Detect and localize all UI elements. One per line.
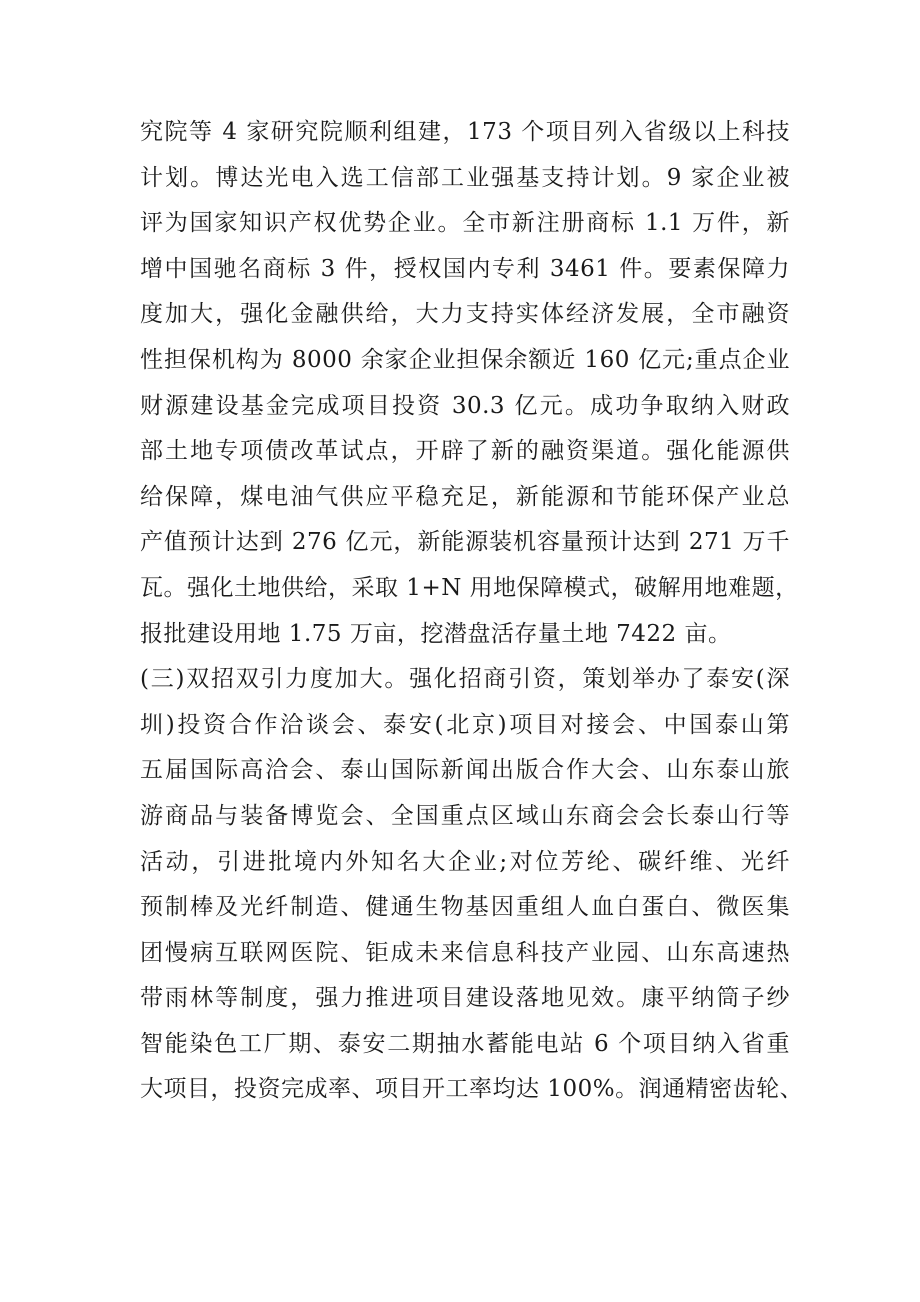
- text-line: 计划。博达光电入选工信部工业强基支持计划。9 家企业被: [140, 164, 790, 191]
- text-line: 究院等 4 家研究院顺利组建，173 个项目列入省级以上科技: [140, 119, 790, 145]
- text-line: 评为国家知识产权优势企业。全市新注册商标 1.1 万件，新: [140, 210, 790, 237]
- text-line: 财源建设基金完成项目投资 30.3 亿元。成功争取纳入财政: [140, 392, 790, 419]
- text-line: 瓦。强化土地供给，采取 1+N 用地保障模式，破解用地难题，: [140, 574, 799, 601]
- text-line: 大项目，投资完成率、项目开工率均达 100%。润通精密齿轮、: [140, 1076, 804, 1103]
- text-line: 增中国驰名商标 3 件，授权国内专利 3461 件。要素保障力: [140, 255, 790, 282]
- text-line: 给保障，煤电油气供应平稳充足，新能源和节能环保产业总: [140, 483, 790, 510]
- text-line: 报批建设用地 1.75 万亩，挖潜盘活存量土地 7422 亩。: [140, 620, 732, 647]
- text-line: 五届国际高洽会、泰山国际新闻出版合作大会、山东泰山旅: [140, 757, 790, 784]
- text-line: 性担保机构为 8000 余家企业担保余额近 160 亿元;重点企业: [140, 346, 790, 373]
- text-line: 圳)投资合作洽谈会、泰安(北京)项目对接会、中国泰山第: [140, 711, 790, 738]
- text-line: 度加大，强化金融供给，大力支持实体经济发展，全市融资: [140, 301, 790, 328]
- body-text: [140, 110, 804, 1113]
- text-line: 活动，引进批境内外知名大企业;对位芳纶、碳纤维、光纤: [140, 848, 790, 875]
- text-line: 部土地专项债改革试点，开辟了新的融资渠道。强化能源供: [140, 438, 790, 465]
- text-line: 智能染色工厂期、泰安二期抽水蓄能电站 6 个项目纳入省重: [140, 1030, 790, 1057]
- text-line: 团慢病互联网医院、钜成未来信息科技产业园、山东高速热: [140, 939, 790, 966]
- section-heading-line: (三)双招双引力度加大。强化招商引资，策划举办了泰安(深: [140, 666, 790, 693]
- text-line: 预制棒及光纤制造、健通生物基因重组人血白蛋白、微医集: [140, 894, 790, 921]
- text-line: 游商品与装备博览会、全国重点区域山东商会会长泰山行等: [140, 802, 790, 829]
- text-line: 带雨林等制度，强力推进项目建设落地见效。康平纳筒子纱: [140, 985, 790, 1012]
- text-line: 产值预计达到 276 亿元，新能源装机容量预计达到 271 万千: [140, 529, 790, 556]
